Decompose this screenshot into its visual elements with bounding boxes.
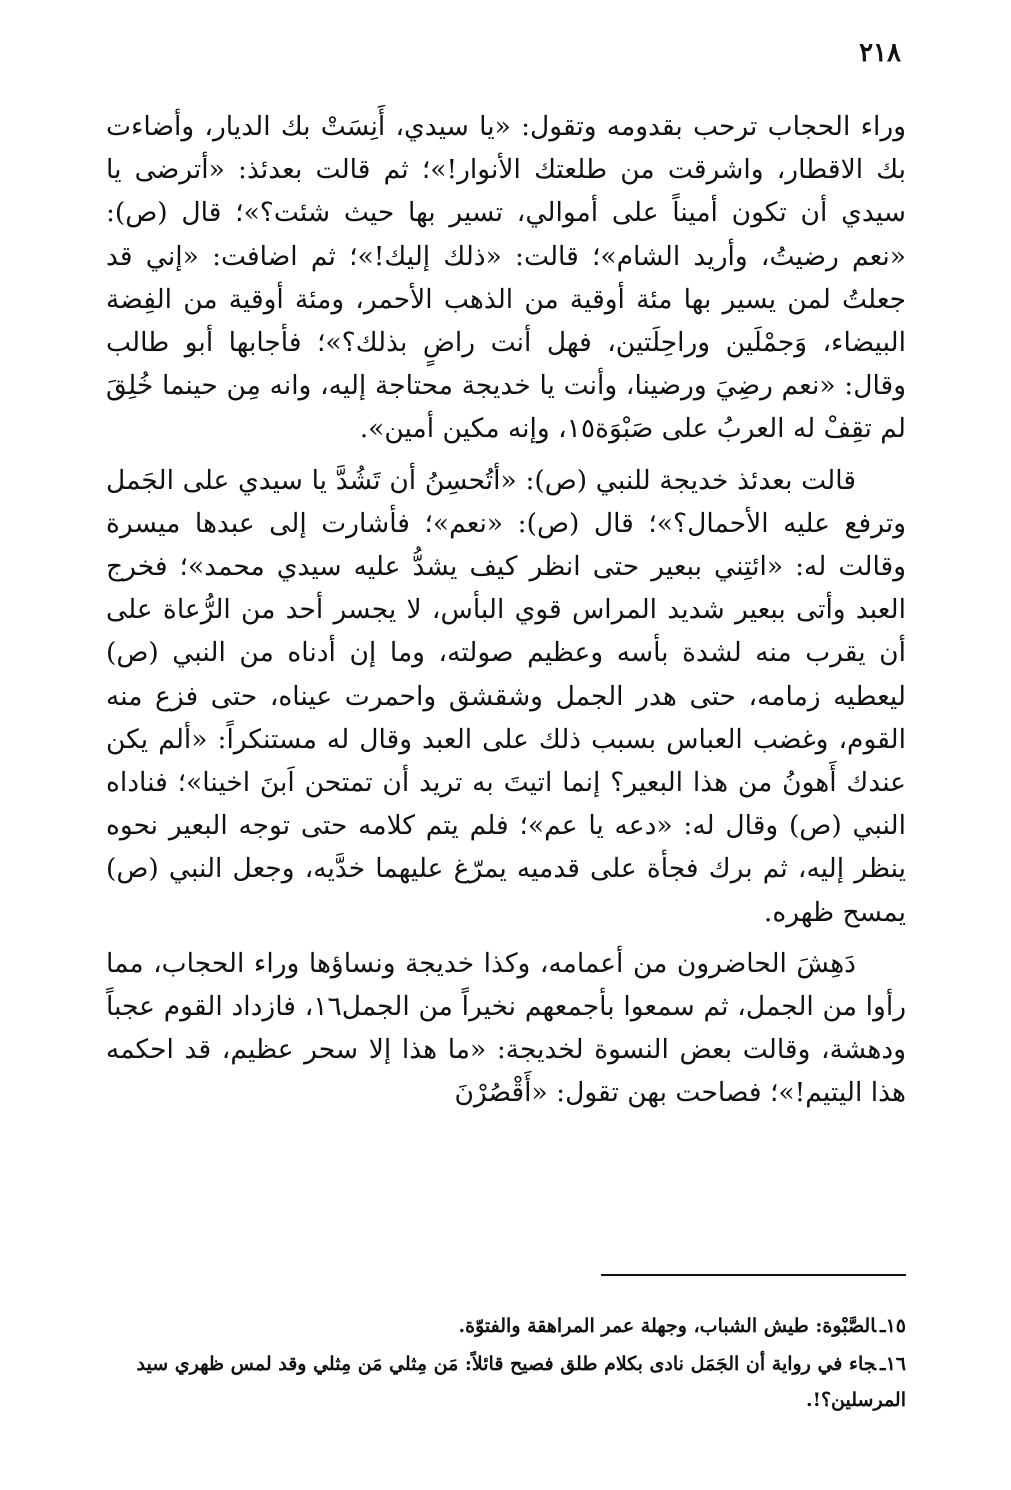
footnote-number: ١٦ـ [880,1353,906,1375]
footnote-16 [106,1346,906,1418]
page-number: ٢١٨ [859,38,901,68]
footnotes [106,1308,906,1420]
main-text [106,105,906,1123]
footnote-separator [601,1274,906,1276]
footnote-number: ١٥ـ [880,1315,906,1337]
paragraph-2: قالت بعدئذ خديجة للنبي (ص): «أتُحسِنُ أن تَشُدَّ يا سيدي على الجَمل وترفع عليه الأحمال؟»؛ قال (ص): «نعم»؛ فأشارت إلى عبدها ميسرة وقالت له: «ائتِني ببعير حتى انظر كيف يشدُّ عليه سيدي محمد»؛ فخرج العبد وأتى ببعير شديد المراس قوي البأس، لا يجسر أحد من الرُّعاة على أن يقرب منه لشدة بأسه وعظيم صولته، وما إن أدناه من النبي (ص) ليعطيه زمامه، حتى هدر الجمل وشقشق واحمرت عيناه، حتى فزع منه القوم، وغضب العباس بسبب ذلك على العبد وقال له مستنكراً: «ألم يكن عندك أَهونُ من هذا البعير؟ إنما اتيتَ به تريد أن تمتحن اَبنَ اخينا»؛ فناداه النبي (ص) وقال له: «دعه يا عم»؛ فلم يتم كلامه حتى توجه البعير نحوه ينظر إليه، ثم برك فجأة على قدميه يمرّغ عليهما خدَّيه، وجعل النبي (ص) يمسح ظهره. [106,464,906,928]
footnote-text: الصَّبْوة: طيش الشباب، وجهلة عمر المراهقة والفتوّة. [458,1315,876,1337]
paragraph-3: دَهِشَ الحاضرون من أعمامه، وكذا خديجة ونساؤها وراء الحجاب، مما رأوا من الجمل، ثم سمعوا بأجمعهم نخيراً من الجمل١٦، فازداد القوم عجباً ودهشة، وقالت بعض النسوة لخديجة: «ما هذا إلا سحر عظيم، قد احكمه هذا اليتيم!»؛ فصاحت بهن تقول: «أَقْصُرْنَ [106,947,906,1109]
paragraph-1: وراء الحجاب ترحب بقدومه وتقول: «يا سيدي، أَنِسَتْ بك الديار، وأضاءت بك الاقطار، واشرقت من طلعتك الأنوار!»؛ ثم قالت بعدئذ: «أترضى يا سيدي أن تكون أميناً على أموالي، تسير بها حيث شئت؟»؛ قال (ص): «نعم رضيتُ، وأريد الشام»؛ قالت: «ذلك إليك!»؛ ثم اضافت: «إني قد جعلتُ لمن يسير بها مئة أوقية من الذهب الأحمر، ومئة أوقية من الفِضة البيضاء، وَجمْلَين وراحِلَتين، فهل أنت راضٍ بذلك؟»؛ فأجابها أبو طالب وقال: «نعم رضِيَ ورضينا، وأنت يا خديجة محتاجة إليه، وانه مِن حينما خُلِقَ لم تقِفْ له العربُ على صَبْوَة١٥، وإنه مكين أمين». [106,111,906,445]
footnote-15 [106,1308,906,1344]
footnote-text: جاء في رواية أن الجَمَل نادى بكلام طلق فصيح قائلاً: مَن مِثلي مَن مِثلي وقد لمس ظهري سيد المرسلين؟!. [136,1353,906,1411]
